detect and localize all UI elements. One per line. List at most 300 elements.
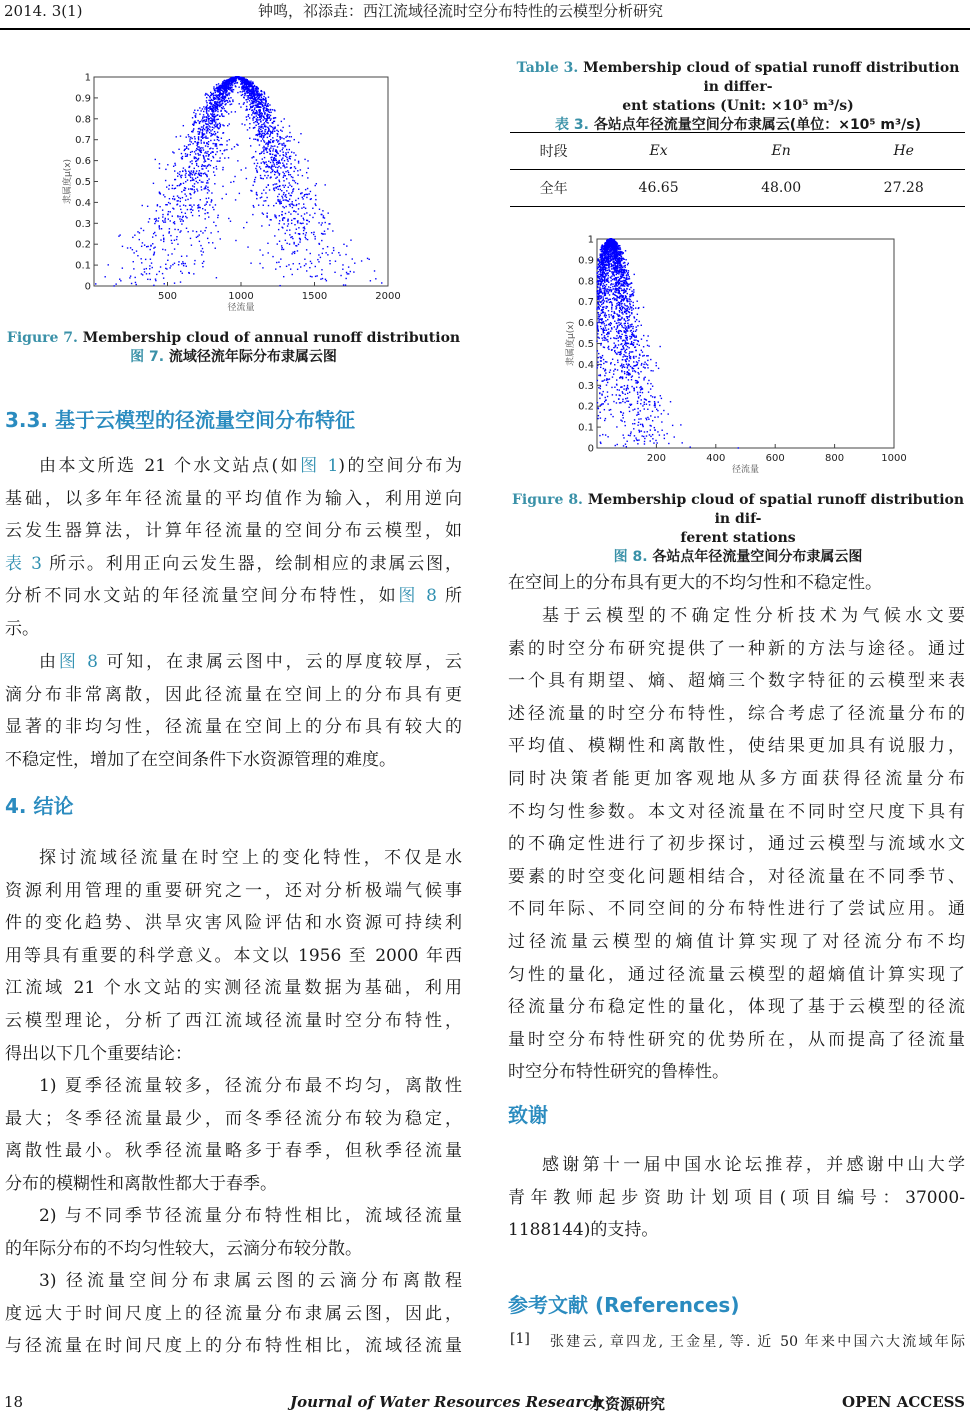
cloud-drop xyxy=(644,404,645,405)
cloud-drop xyxy=(256,170,257,171)
cloud-drop xyxy=(286,163,287,164)
cloud-drop xyxy=(203,157,204,158)
cloud-drop xyxy=(285,175,286,176)
cloud-drop xyxy=(211,133,212,134)
cloud-drop xyxy=(203,161,204,162)
figure7-chart xyxy=(40,65,420,315)
cloud-drop xyxy=(199,154,200,155)
cloud-drop xyxy=(625,331,626,332)
cloud-drop xyxy=(274,145,275,146)
y-tick-label: 0.6 xyxy=(75,156,91,167)
cloud-drop xyxy=(286,266,287,267)
cloud-drop xyxy=(284,160,285,161)
cloud-drop xyxy=(329,263,330,264)
cloud-drop xyxy=(293,211,294,212)
cloud-drop xyxy=(607,436,608,437)
cloud-drop xyxy=(289,234,290,235)
cloud-drop xyxy=(155,159,156,160)
cloud-drop xyxy=(343,244,344,245)
cloud-drop xyxy=(221,138,222,139)
cloud-drop xyxy=(629,351,630,352)
cloud-drop xyxy=(625,341,626,342)
cloud-drop xyxy=(205,209,206,210)
cloud-drop xyxy=(596,266,597,267)
cloud-drop xyxy=(212,143,213,144)
cloud-drop xyxy=(332,230,333,231)
cloud-drop xyxy=(635,437,636,438)
cloud-drop xyxy=(252,109,253,110)
cloud-drop xyxy=(165,264,166,265)
cloud-drop xyxy=(668,413,669,414)
cloud-drop xyxy=(605,400,606,401)
cloud-drop xyxy=(280,189,281,190)
cloud-drop xyxy=(316,183,317,184)
cloud-drop xyxy=(256,112,257,113)
cloud-drop xyxy=(197,207,198,208)
cloud-drop xyxy=(152,243,153,244)
cloud-drop xyxy=(600,388,601,389)
cloud-drop xyxy=(181,158,182,159)
text-line xyxy=(5,907,462,940)
cloud-drop xyxy=(192,151,193,152)
cloud-drop xyxy=(267,117,268,118)
cloud-drop xyxy=(600,417,601,418)
cloud-drop xyxy=(259,144,260,145)
cloud-drop xyxy=(230,87,231,88)
cloud-drop xyxy=(625,443,626,444)
cloud-drop xyxy=(314,236,315,237)
text-run: 件的变化趋势、洪旱灾害风险评估和水资源可持续利 xyxy=(5,913,462,933)
cloud-drop xyxy=(210,201,211,202)
cloud-drop xyxy=(302,198,303,199)
cloud-drop xyxy=(198,210,199,211)
cloud-drop xyxy=(598,408,599,409)
cloud-drop xyxy=(282,218,283,219)
cloud-drop xyxy=(633,295,634,296)
cloud-drop xyxy=(598,258,599,259)
cloud-drop xyxy=(625,328,626,329)
cloud-drop xyxy=(215,154,216,155)
cloud-drop xyxy=(249,127,250,128)
cloud-drop xyxy=(186,255,187,256)
cloud-drop xyxy=(281,247,282,248)
cloud-drop xyxy=(633,368,634,369)
cloud-drop xyxy=(253,105,254,106)
cloud-drop xyxy=(191,141,192,142)
cloud-drop xyxy=(203,114,204,115)
cloud-drop xyxy=(630,358,631,359)
cloud-drop xyxy=(215,126,216,127)
cloud-drop xyxy=(625,425,626,426)
cloud-drop xyxy=(271,132,272,133)
cloud-drop xyxy=(282,206,283,207)
cloud-drop xyxy=(272,137,273,138)
cloud-drop xyxy=(159,228,160,229)
cloud-drop xyxy=(274,183,275,184)
cloud-drop xyxy=(207,116,208,117)
cloud-drop xyxy=(201,189,202,190)
cloud-drop xyxy=(617,389,618,390)
cloud-drop xyxy=(276,217,277,218)
cloud-drop xyxy=(162,273,163,274)
cloud-drop xyxy=(217,137,218,138)
cloud-drop xyxy=(181,153,182,154)
cloud-drop xyxy=(313,232,314,233)
cloud-drop xyxy=(179,174,180,175)
cloud-drop xyxy=(252,106,253,107)
cloud-drop xyxy=(306,197,307,198)
text-line xyxy=(5,940,462,973)
cloud-drop xyxy=(251,97,252,98)
cloud-drop xyxy=(273,188,274,189)
cloud-drop xyxy=(249,117,250,118)
cloud-drop xyxy=(270,118,271,119)
cloud-drop xyxy=(214,139,215,140)
cloud-drop xyxy=(193,204,194,205)
cloud-drop xyxy=(213,114,214,115)
cloud-drop xyxy=(609,294,610,295)
cloud-drop xyxy=(328,223,329,224)
cloud-drop xyxy=(176,239,177,240)
cloud-drop xyxy=(253,138,254,139)
cloud-drop xyxy=(185,153,186,154)
cloud-drop xyxy=(130,275,131,276)
cloud-drop xyxy=(605,434,606,435)
cloud-drop xyxy=(206,117,207,118)
cloud-drop xyxy=(231,103,232,104)
cloud-drop xyxy=(185,148,186,149)
cloud-drop xyxy=(295,232,296,233)
cloud-drop xyxy=(633,358,634,359)
cloud-drop xyxy=(293,188,294,189)
cloud-drop xyxy=(616,331,617,332)
cloud-drop xyxy=(615,277,616,278)
cloud-drop xyxy=(261,134,262,135)
cloud-drop xyxy=(260,100,261,101)
cloud-drop xyxy=(606,284,607,285)
cloud-drop xyxy=(201,254,202,255)
cloud-drop xyxy=(195,122,196,123)
cloud-drop xyxy=(321,274,322,275)
cloud-drop xyxy=(279,223,280,224)
cloud-drop xyxy=(263,137,264,138)
cloud-drop xyxy=(172,198,173,199)
cloud-drop xyxy=(150,279,151,280)
cloud-drop xyxy=(617,272,618,273)
cloud-drop xyxy=(207,182,208,183)
cloud-drop xyxy=(265,129,266,130)
cloud-drop xyxy=(207,238,208,239)
cloud-drop xyxy=(159,192,160,193)
cloud-drop xyxy=(605,320,606,321)
text-run: 探讨流域径流量在时空上的变化特性，不仅是水 xyxy=(39,848,462,868)
cloud-drop xyxy=(324,231,325,232)
text-run: 最大；冬季径流量最少，而冬季径流分布较为稳定， xyxy=(5,1109,462,1129)
cloud-drop xyxy=(151,262,152,263)
cloud-drop xyxy=(641,430,642,431)
cloud-drop xyxy=(243,88,244,89)
cloud-drop xyxy=(291,253,292,254)
cloud-drop xyxy=(286,178,287,179)
cloud-drop xyxy=(289,199,290,200)
cloud-drop xyxy=(286,154,287,155)
cloud-drop xyxy=(253,90,254,91)
cloud-drop xyxy=(272,154,273,155)
cloud-drop xyxy=(193,128,194,129)
cloud-drop xyxy=(597,350,598,351)
cloud-drop xyxy=(648,380,649,381)
cloud-drop xyxy=(228,94,229,95)
cloud-drop xyxy=(298,244,299,245)
text-line xyxy=(5,1038,462,1071)
cloud-drop xyxy=(280,167,281,168)
cloud-drop xyxy=(156,274,157,275)
cloud-drop xyxy=(252,112,253,113)
x-axis-label: 径流量 xyxy=(227,301,254,313)
cloud-drop xyxy=(641,325,642,326)
cloud-drop xyxy=(277,176,278,177)
cloud-drop xyxy=(278,131,279,132)
table3-label-zh: 表 3. xyxy=(555,117,589,133)
cloud-drop xyxy=(215,110,216,111)
cloud-drop xyxy=(258,128,259,129)
cloud-drop xyxy=(171,253,172,254)
cloud-drop xyxy=(246,101,247,102)
cloud-drop xyxy=(634,370,635,371)
cross-reference-link[interactable]: 图 1 xyxy=(300,456,338,476)
cloud-drop xyxy=(207,137,208,138)
cloud-drop xyxy=(632,370,633,371)
cloud-drop xyxy=(293,243,294,244)
cloud-drop xyxy=(196,145,197,146)
cloud-drop xyxy=(225,97,226,98)
cloud-drop xyxy=(212,112,213,113)
cloud-drop xyxy=(185,171,186,172)
cloud-drop xyxy=(214,175,215,176)
cloud-drop xyxy=(199,180,200,181)
cloud-drop xyxy=(206,113,207,114)
y-tick-label: 0 xyxy=(588,444,594,455)
cloud-drop xyxy=(292,177,293,178)
cloud-drop xyxy=(289,136,290,137)
cloud-drop xyxy=(212,108,213,109)
cloud-drop xyxy=(315,276,316,277)
cloud-drop xyxy=(178,229,179,230)
cloud-drop xyxy=(300,266,301,267)
cloud-drop xyxy=(643,364,644,365)
cloud-drop xyxy=(628,298,629,299)
text-run: 示。 xyxy=(5,619,39,639)
cloud-drop xyxy=(260,129,261,130)
cloud-drop xyxy=(184,190,185,191)
cloud-drop xyxy=(211,192,212,193)
cloud-drop xyxy=(177,195,178,196)
cloud-drop xyxy=(276,187,277,188)
cloud-drop xyxy=(261,115,262,116)
cloud-drop xyxy=(340,275,341,276)
cloud-drop xyxy=(213,111,214,112)
cloud-drop xyxy=(609,378,610,379)
cloud-drop xyxy=(599,412,600,413)
cloud-drop xyxy=(618,344,619,345)
cloud-drop xyxy=(272,122,273,123)
cloud-drop xyxy=(264,113,265,114)
cloud-drop xyxy=(645,418,646,419)
cloud-drop xyxy=(198,154,199,155)
cloud-drop xyxy=(625,279,626,280)
cloud-drop xyxy=(203,149,204,150)
cloud-drop xyxy=(169,267,170,268)
cloud-drop xyxy=(208,197,209,198)
cloud-drop xyxy=(251,114,252,115)
cloud-drop xyxy=(269,136,270,137)
cloud-drop xyxy=(621,274,622,275)
cloud-drop xyxy=(381,282,382,283)
cloud-drop xyxy=(173,152,174,153)
text-run: )的空间分布为 xyxy=(338,456,462,476)
cloud-drop xyxy=(307,168,308,169)
cloud-drop xyxy=(136,284,137,285)
cloud-drop xyxy=(190,188,191,189)
cloud-drop xyxy=(604,409,605,410)
cloud-drop xyxy=(656,409,657,410)
cloud-drop xyxy=(134,277,135,278)
cloud-drop xyxy=(202,126,203,127)
cloud-drop xyxy=(624,325,625,326)
cloud-drop xyxy=(241,77,242,78)
cloud-drop xyxy=(216,166,217,167)
text-run: 1) 夏季径流量较多，径流分布最不均匀，离散性 xyxy=(39,1076,462,1096)
cloud-drop xyxy=(261,97,262,98)
cloud-drop xyxy=(646,435,647,436)
text-run: 分析不同水文站的年径流量空间分布特性，如 xyxy=(5,586,398,606)
cloud-drop xyxy=(285,137,286,138)
cloud-drop xyxy=(277,171,278,172)
cloud-drop xyxy=(202,134,203,135)
cross-reference-link[interactable]: 图 8 xyxy=(398,586,437,606)
cloud-drop xyxy=(629,316,630,317)
cloud-drop xyxy=(188,144,189,145)
cloud-drop xyxy=(648,419,649,420)
cloud-drop xyxy=(213,133,214,134)
cloud-drop xyxy=(600,374,601,375)
cloud-drop xyxy=(226,144,227,145)
cloud-drop xyxy=(216,84,217,85)
cloud-drop xyxy=(654,406,655,407)
cloud-drop xyxy=(261,117,262,118)
cloud-drop xyxy=(215,133,216,134)
cloud-drop xyxy=(195,117,196,118)
cloud-drop xyxy=(657,410,658,411)
cloud-drop xyxy=(625,297,626,298)
cross-reference-link[interactable]: 表 3 xyxy=(5,554,42,574)
cloud-drop xyxy=(289,149,290,150)
cloud-drop xyxy=(625,345,626,346)
cloud-drop xyxy=(262,254,263,255)
cloud-drop xyxy=(201,181,202,182)
cloud-drop xyxy=(605,418,606,419)
cloud-drop xyxy=(628,274,629,275)
cloud-drop xyxy=(291,195,292,196)
cloud-drop xyxy=(154,218,155,219)
cloud-drop xyxy=(205,161,206,162)
cloud-drop xyxy=(251,190,252,191)
cloud-drop xyxy=(187,179,188,180)
cloud-drop xyxy=(202,248,203,249)
cloud-drop xyxy=(191,160,192,161)
cloud-drop xyxy=(292,203,293,204)
cloud-drop xyxy=(644,408,645,409)
cloud-drop xyxy=(201,186,202,187)
cloud-drop xyxy=(179,216,180,217)
cloud-drop xyxy=(160,193,161,194)
cloud-drop xyxy=(205,145,206,146)
cloud-drop xyxy=(247,95,248,96)
cloud-drop xyxy=(162,214,163,215)
cloud-drop xyxy=(629,308,630,309)
cloud-drop xyxy=(207,129,208,130)
cloud-drop xyxy=(654,401,655,402)
cloud-drop xyxy=(652,420,653,421)
cloud-drop xyxy=(625,359,626,360)
cloud-drop xyxy=(212,148,213,149)
cloud-drop xyxy=(621,349,622,350)
cloud-drop xyxy=(598,306,599,307)
cloud-drop xyxy=(266,110,267,111)
cloud-drop xyxy=(597,268,598,269)
cloud-drop xyxy=(165,218,166,219)
cloud-drop xyxy=(633,291,634,292)
cloud-drop xyxy=(207,151,208,152)
cross-reference-link[interactable]: 图 8 xyxy=(59,652,98,672)
cloud-drop xyxy=(598,264,599,265)
cloud-drop xyxy=(205,218,206,219)
cloud-drop xyxy=(375,278,376,279)
cloud-drop xyxy=(640,424,641,425)
cloud-drop xyxy=(267,122,268,123)
cloud-drop xyxy=(644,443,645,444)
cloud-drop xyxy=(599,269,600,270)
cloud-drop xyxy=(139,232,140,233)
cloud-drop xyxy=(268,184,269,185)
cloud-drop xyxy=(322,248,323,249)
cloud-drop xyxy=(297,269,298,270)
cloud-drop xyxy=(215,98,216,99)
cloud-drop xyxy=(600,344,601,345)
cloud-drop xyxy=(221,86,222,87)
cloud-drop xyxy=(208,110,209,111)
cloud-drop xyxy=(239,77,240,78)
cloud-drop xyxy=(215,104,216,105)
cloud-drop xyxy=(652,370,653,371)
cloud-drop xyxy=(637,301,638,302)
cloud-drop xyxy=(290,268,291,269)
cloud-drop xyxy=(627,308,628,309)
cloud-drop xyxy=(132,237,133,238)
cloud-drop xyxy=(304,159,305,160)
cloud-drop xyxy=(271,169,272,170)
cloud-drop xyxy=(192,130,193,131)
cloud-drop xyxy=(306,194,307,195)
cloud-drop xyxy=(194,192,195,193)
cloud-drop xyxy=(174,223,175,224)
cloud-drop xyxy=(237,92,238,93)
cloud-drop xyxy=(288,172,289,173)
cloud-drop xyxy=(272,150,273,151)
cloud-drop xyxy=(621,364,622,365)
cloud-drop xyxy=(233,181,234,182)
cloud-drop xyxy=(624,318,625,319)
